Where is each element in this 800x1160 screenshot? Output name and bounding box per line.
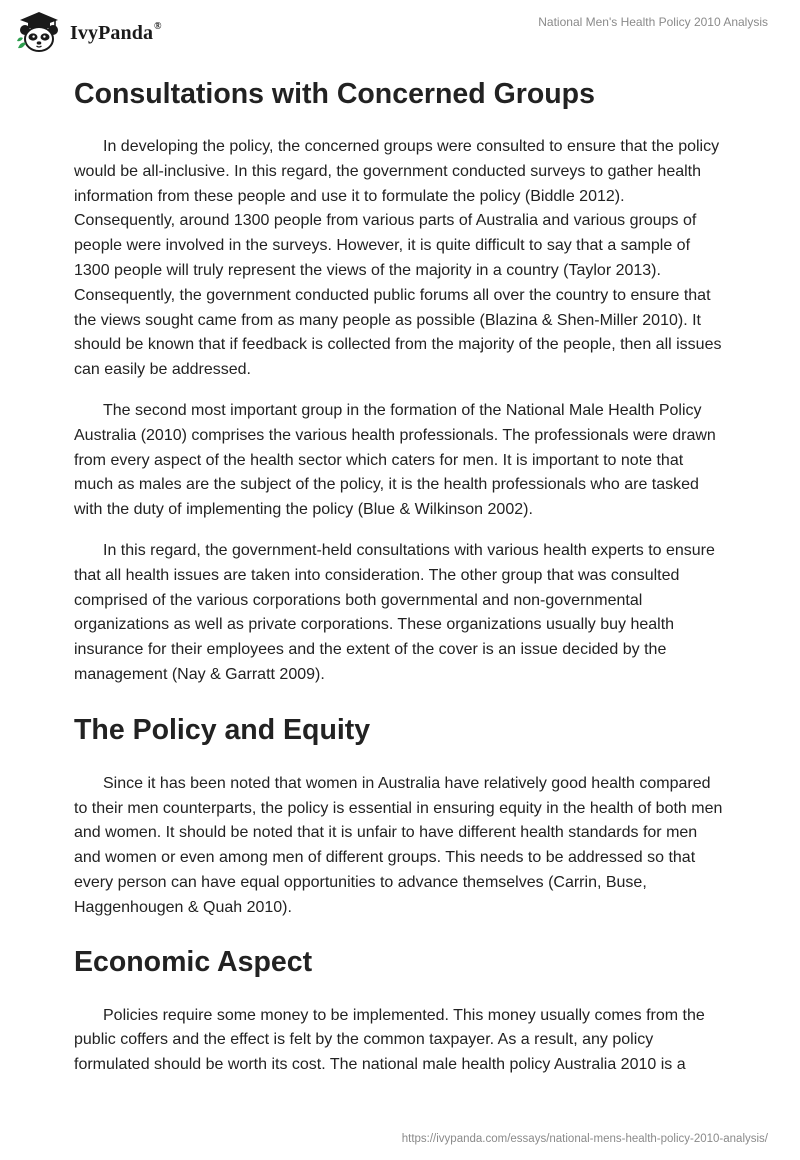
paragraph: Since it has been noted that women in Australia have relatively good health compared to their men counterparts, the policy is essential in ensuring equity in the health of both men and women. It should be noted that it is unfair to have different health standards for men and women or even among men of different groups. This needs to be addressed so that every person can have equal opportunities to advance themselves (Carrin, Buse, Haggenhougen & Quah 2010). [74, 774, 723, 916]
document-title: National Men's Health Policy 2010 Analysis [538, 15, 768, 29]
page-header [0, 0, 800, 64]
logo-wordmark: IvyPanda® [70, 21, 162, 44]
paragraph: Policies require some money to be implemented. This money usually comes from the public coffers and the effect is felt by the common taxpayer. As a result, any policy formulated should be worth its cost. The national male health policy Australia 2010 is a [74, 1006, 705, 1074]
paragraph: The second most important group in the formation of the National Male Health Policy Australia (2010) comprises the various health professionals. The professionals were drawn from every aspect of the health sector which caters for men. It is important to note that much as males are the subject of the policy, it is the health professionals who are tasked with the duty of implementing the policy (Blue & Wilkinson 2002). [74, 401, 716, 519]
article-body [74, 70, 726, 1078]
section-heading: The Policy and Equity [74, 713, 371, 746]
panda-graduation-cap-icon [14, 8, 64, 54]
section-heading: Economic Aspect [74, 945, 313, 978]
ivypanda-logo[interactable] [14, 8, 162, 54]
source-url-link[interactable]: https://ivypanda.com/essays/national-mens-health-policy-2010-analysis/ [401, 1133, 768, 1145]
section-heading: Consultations with Concerned Groups [74, 78, 595, 110]
paragraph: In developing the policy, the concerned groups were consulted to ensure that the policy would be all-inclusive. In this regard, the government conducted surveys to gather health information from these people and use it to formulate the policy (Biddle 2012). Consequently, around 1300 people from various parts of Australia and various groups of people were involved in the surveys. However, it is quite difficult to say that a sample of 1300 people will truly represent the views of the majority in a country (Taylor 2013). Consequently, the government conducted public forums all over the country to ensure that the views sought came from as many people as possible (Blazina & Shen-Miller 2010). It should be known that if feedback is collected from the majority of the people, then all issues can easily be addressed. [74, 138, 722, 379]
paragraph: In this regard, the government-held consultations with various health experts to ensure that all health issues are taken into consideration. The other group that was consulted comprised of the various corporations both governmental and non-governmental organizations as well as private corporations. These organizations usually buy health insurance for their employees and the extent of the cover is an issue decided by the management (Nay & Garratt 2009). [74, 541, 715, 683]
